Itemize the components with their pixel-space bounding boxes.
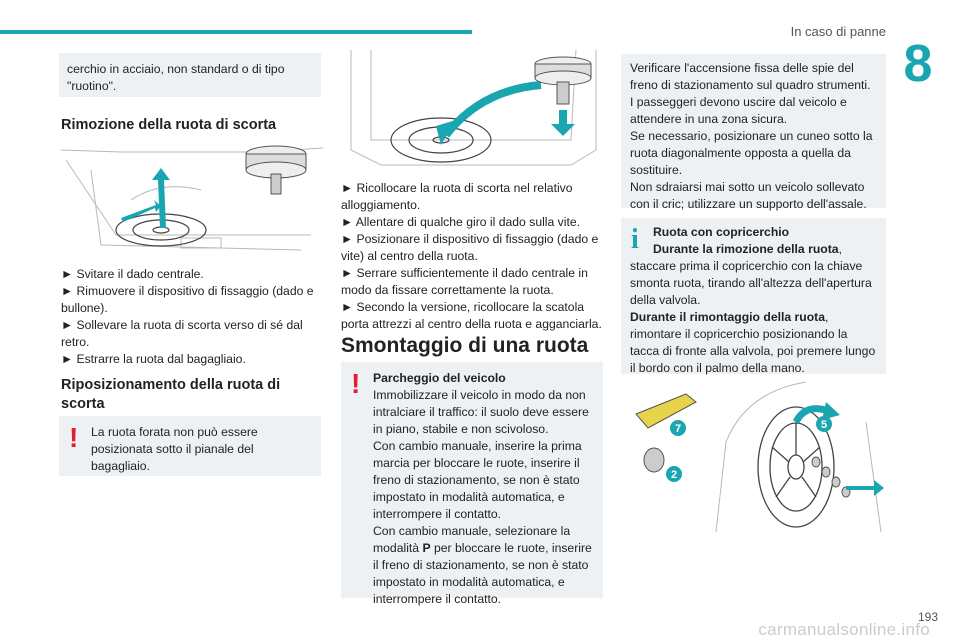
reposition-step: ► Posizionare il dispositivo di fissaggio (dado e vite) al centro della ruota. <box>341 232 599 263</box>
heading-spare-removal: Rimozione della ruota di scorta <box>61 117 277 133</box>
removal-step: ► Svitare il dado centrale. <box>61 267 204 281</box>
info-text: , staccare prima il copricerchio con la chiave smonta ruota, tirando all'altezza dell'apertura della valvola. <box>630 242 872 307</box>
info-title: Ruota con copricerchio <box>653 225 790 239</box>
info-note-hubcap <box>621 218 886 374</box>
removal-steps <box>61 266 323 368</box>
intro-note <box>59 53 321 97</box>
callout-label: 2 <box>670 469 678 481</box>
warning-exclamation-icon: ! <box>351 368 361 399</box>
heading-wheel-disassembly: Smontaggio di una ruota <box>341 334 589 357</box>
safety-line: Verificare l'accensione fissa delle spie del freno di stazionamento sul quadro strumenti. <box>630 61 871 92</box>
warning-line-part: per bloccare le ruote, inserire il freno di stazionamento, se non è stato impostato in modalità automatica, e interrompere il contatto. <box>373 541 592 606</box>
intro-note-text: cerchio in acciaio, non standard o di tipo "ruotino". <box>67 62 285 93</box>
section-title: In caso di panne <box>790 24 886 39</box>
warning-line: Immobilizzare il veicolo in modo da non intralciare il traffico: il suolo deve essere in piano, stabile e non scivoloso. <box>373 388 589 436</box>
gear-mode-letter: P <box>422 541 431 555</box>
chapter-number: 8 <box>903 35 933 93</box>
reposition-steps <box>341 180 603 333</box>
info-para-removal <box>630 241 877 309</box>
safety-line: Se necessario, posizionare un cuneo sotto la ruota diagonalmente opposta a quella da sostituire. <box>630 129 873 177</box>
callout-label: 7 <box>674 423 682 435</box>
illustration-spare-removal <box>61 140 323 258</box>
removal-step: ► Estrarre la ruota dal bagagliaio. <box>61 352 246 366</box>
warning-line: Con cambio manuale, inserire la prima marcia per bloccare le ruote, inserire il freno di stazionamento, se non è stato impostato in modalità automatica, e interrompere il contatto. <box>373 439 582 521</box>
removal-step: ► Rimuovere il dispositivo di fissaggio (dado e bullone). <box>61 284 314 315</box>
callout-label: 5 <box>820 419 828 431</box>
watermark: carmanualsonline.info <box>758 620 930 639</box>
safety-note <box>621 54 886 211</box>
warning-note-parking <box>341 362 603 606</box>
reposition-step: ► Ricollocare la ruota di scorta nel relativo alloggiamento. <box>341 181 573 212</box>
warning-line-part: Con cambio manuale, selezionare la modalità <box>373 524 571 555</box>
reposition-step: ► Allentare di qualche giro il dado sulla vite. <box>341 215 581 229</box>
warning-text: La ruota forata non può essere posizionata sotto il pianale del bagagliaio. <box>91 425 258 473</box>
safety-line: Non sdraiarsi mai sotto un veicolo sollevato con il cric; utilizzare un supporto dell'assale. <box>630 180 867 211</box>
warning-title: Parcheggio del veicolo <box>373 371 506 385</box>
info-subtitle: Durante il rimontaggio della ruota <box>630 310 826 324</box>
info-text: , rimontare il copricerchio posizionando la tacca di fronte alla valvola, poi premere lungo il bordo con il palmo della mano. <box>630 310 876 375</box>
info-subtitle: Durante la rimozione della ruota <box>653 242 839 256</box>
warning-exclamation-icon: ! <box>69 422 79 453</box>
removal-step: ► Sollevare la ruota di scorta verso di sé dal retro. <box>61 318 303 349</box>
illustration-wheel-removal <box>626 382 886 532</box>
page-number: 193 <box>917 610 938 624</box>
safety-line: I passeggeri devono uscire dal veicolo e attendere in una zona sicura. <box>630 95 847 126</box>
warning-note-flat-tire <box>59 416 321 476</box>
reposition-step: ► Secondo la versione, ricollocare la scatola porta attrezzi al centro della ruota e agganciarla. <box>341 300 602 331</box>
illustration-spare-reposition <box>341 50 603 172</box>
header-accent-bar <box>0 30 472 34</box>
reposition-step: ► Serrare sufficientemente il dado centrale in modo da fissare correttamente la ruota. <box>341 266 588 297</box>
info-icon: i <box>631 224 639 255</box>
info-para-refit <box>630 309 877 377</box>
heading-spare-repositioning: Riposizionamento della ruota di scorta <box>61 377 281 412</box>
warning-line-mode <box>373 523 595 608</box>
